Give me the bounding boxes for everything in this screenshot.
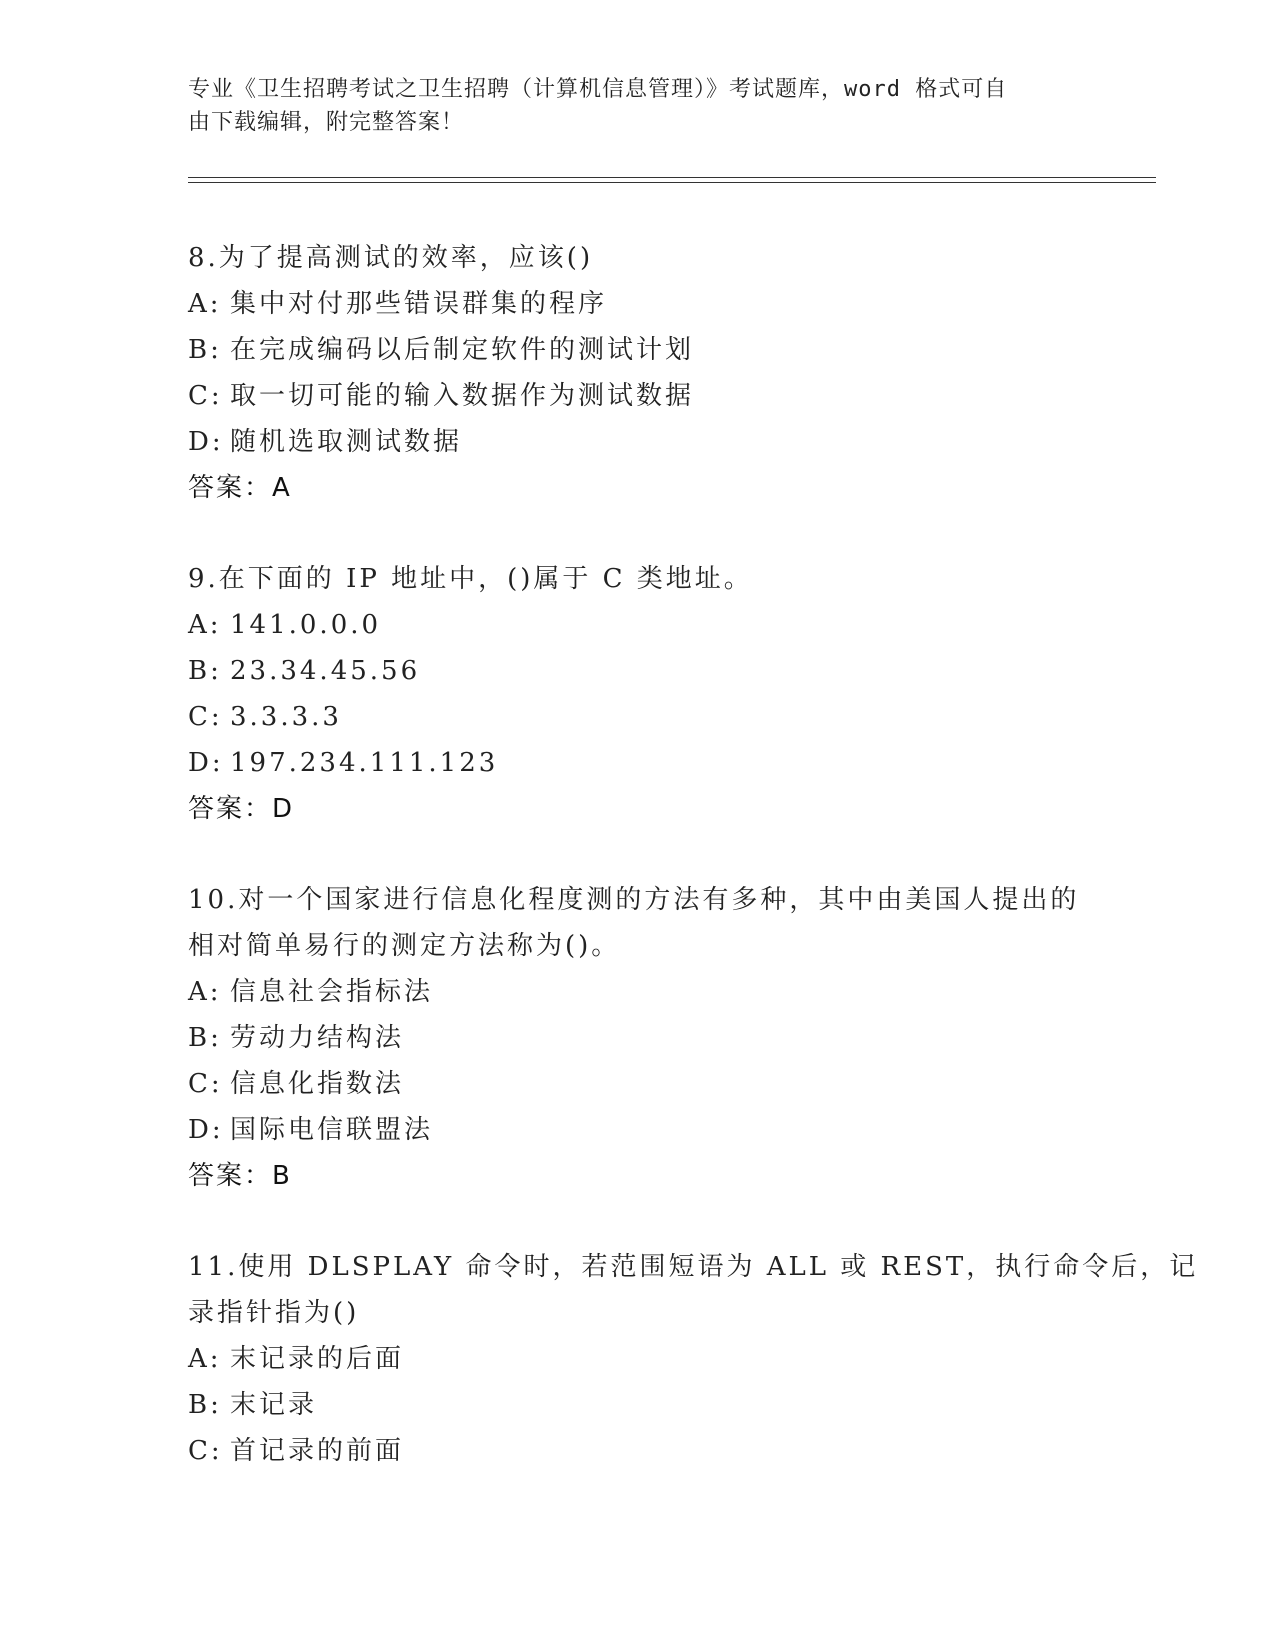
option-a (188, 1336, 1088, 1382)
spacer (188, 511, 1088, 556)
option-label: D: (188, 1115, 224, 1145)
option-label: A: (188, 289, 222, 319)
option-text: 信息化指数法 (230, 1069, 405, 1099)
spacer (188, 1199, 1088, 1244)
option-d (188, 740, 1088, 786)
option-text: 141.0.0.0 (230, 610, 382, 640)
question-text: 9.在下面的 IP 地址中，()属于 C 类地址。 (188, 564, 753, 594)
option-text: 取一切可能的输入数据作为测试数据 (230, 381, 695, 411)
option-b (188, 648, 1088, 694)
option-d (188, 419, 1088, 465)
question-text-line-1: 10.对一个国家进行信息化程度测的方法有多种，其中由美国人提出的 (188, 885, 1080, 915)
option-c (188, 373, 1088, 419)
option-a (188, 969, 1088, 1015)
header-divider-bottom (188, 182, 1156, 183)
option-label: A: (188, 977, 222, 1007)
option-text: 集中对付那些错误群集的程序 (230, 289, 608, 319)
option-label: A: (188, 610, 222, 640)
option-label: B: (188, 335, 222, 365)
answer-line: 答案：A (188, 473, 292, 503)
option-c (188, 1061, 1088, 1107)
option-label: C: (188, 1069, 223, 1099)
option-text: 首记录的前面 (230, 1436, 405, 1466)
option-label: C: (188, 1436, 223, 1466)
option-text: 末记录 (230, 1390, 318, 1420)
option-d (188, 1107, 1088, 1153)
option-label: B: (188, 1023, 222, 1053)
option-a (188, 281, 1088, 327)
option-text: 信息社会指标法 (230, 977, 434, 1007)
answer-line: 答案：D (188, 794, 295, 824)
option-label: D: (188, 427, 224, 457)
question-block (188, 235, 1088, 511)
option-a (188, 602, 1088, 648)
option-c (188, 1428, 1088, 1474)
option-label: A: (188, 1344, 222, 1374)
option-text: 随机选取测试数据 (230, 427, 463, 457)
option-label: B: (188, 656, 222, 686)
spacer (188, 832, 1088, 877)
document-header (188, 73, 1088, 139)
question-list (188, 235, 1199, 1474)
option-b (188, 1382, 1088, 1428)
option-text: 23.34.45.56 (230, 656, 421, 686)
question-text: 8.为了提高测试的效率，应该() (188, 243, 594, 273)
question-text-line-1: 11.使用 DLSPLAY 命令时，若范围短语为 ALL 或 REST，执行命令后，记 (188, 1252, 1199, 1282)
question-block (188, 877, 1088, 1199)
answer-line: 答案：B (188, 1161, 292, 1191)
option-label: C: (188, 381, 223, 411)
option-text: 197.234.111.123 (230, 748, 499, 778)
option-c (188, 694, 1088, 740)
header-divider-top (188, 177, 1156, 178)
option-b (188, 327, 1088, 373)
question-text-line-2: 相对简单易行的测定方法称为()。 (188, 931, 621, 961)
option-label: B: (188, 1390, 222, 1420)
option-text: 3.3.3.3 (230, 702, 342, 732)
question-text-line-2: 录指针指为() (188, 1298, 360, 1328)
option-label: D: (188, 748, 224, 778)
option-label: C: (188, 702, 223, 732)
header-line-2: 由下载编辑，附完整答案！ (188, 110, 465, 135)
option-b (188, 1015, 1088, 1061)
header-line-1: 专业《卫生招聘考试之卫生招聘（计算机信息管理）》考试题库，word 格式可自 (188, 77, 1008, 102)
option-text: 劳动力结构法 (230, 1023, 405, 1053)
option-text: 国际电信联盟法 (230, 1115, 434, 1145)
option-text: 在完成编码以后制定软件的测试计划 (230, 335, 695, 365)
question-block (188, 556, 1088, 832)
option-text: 末记录的后面 (230, 1344, 405, 1374)
question-block (188, 1244, 1199, 1474)
